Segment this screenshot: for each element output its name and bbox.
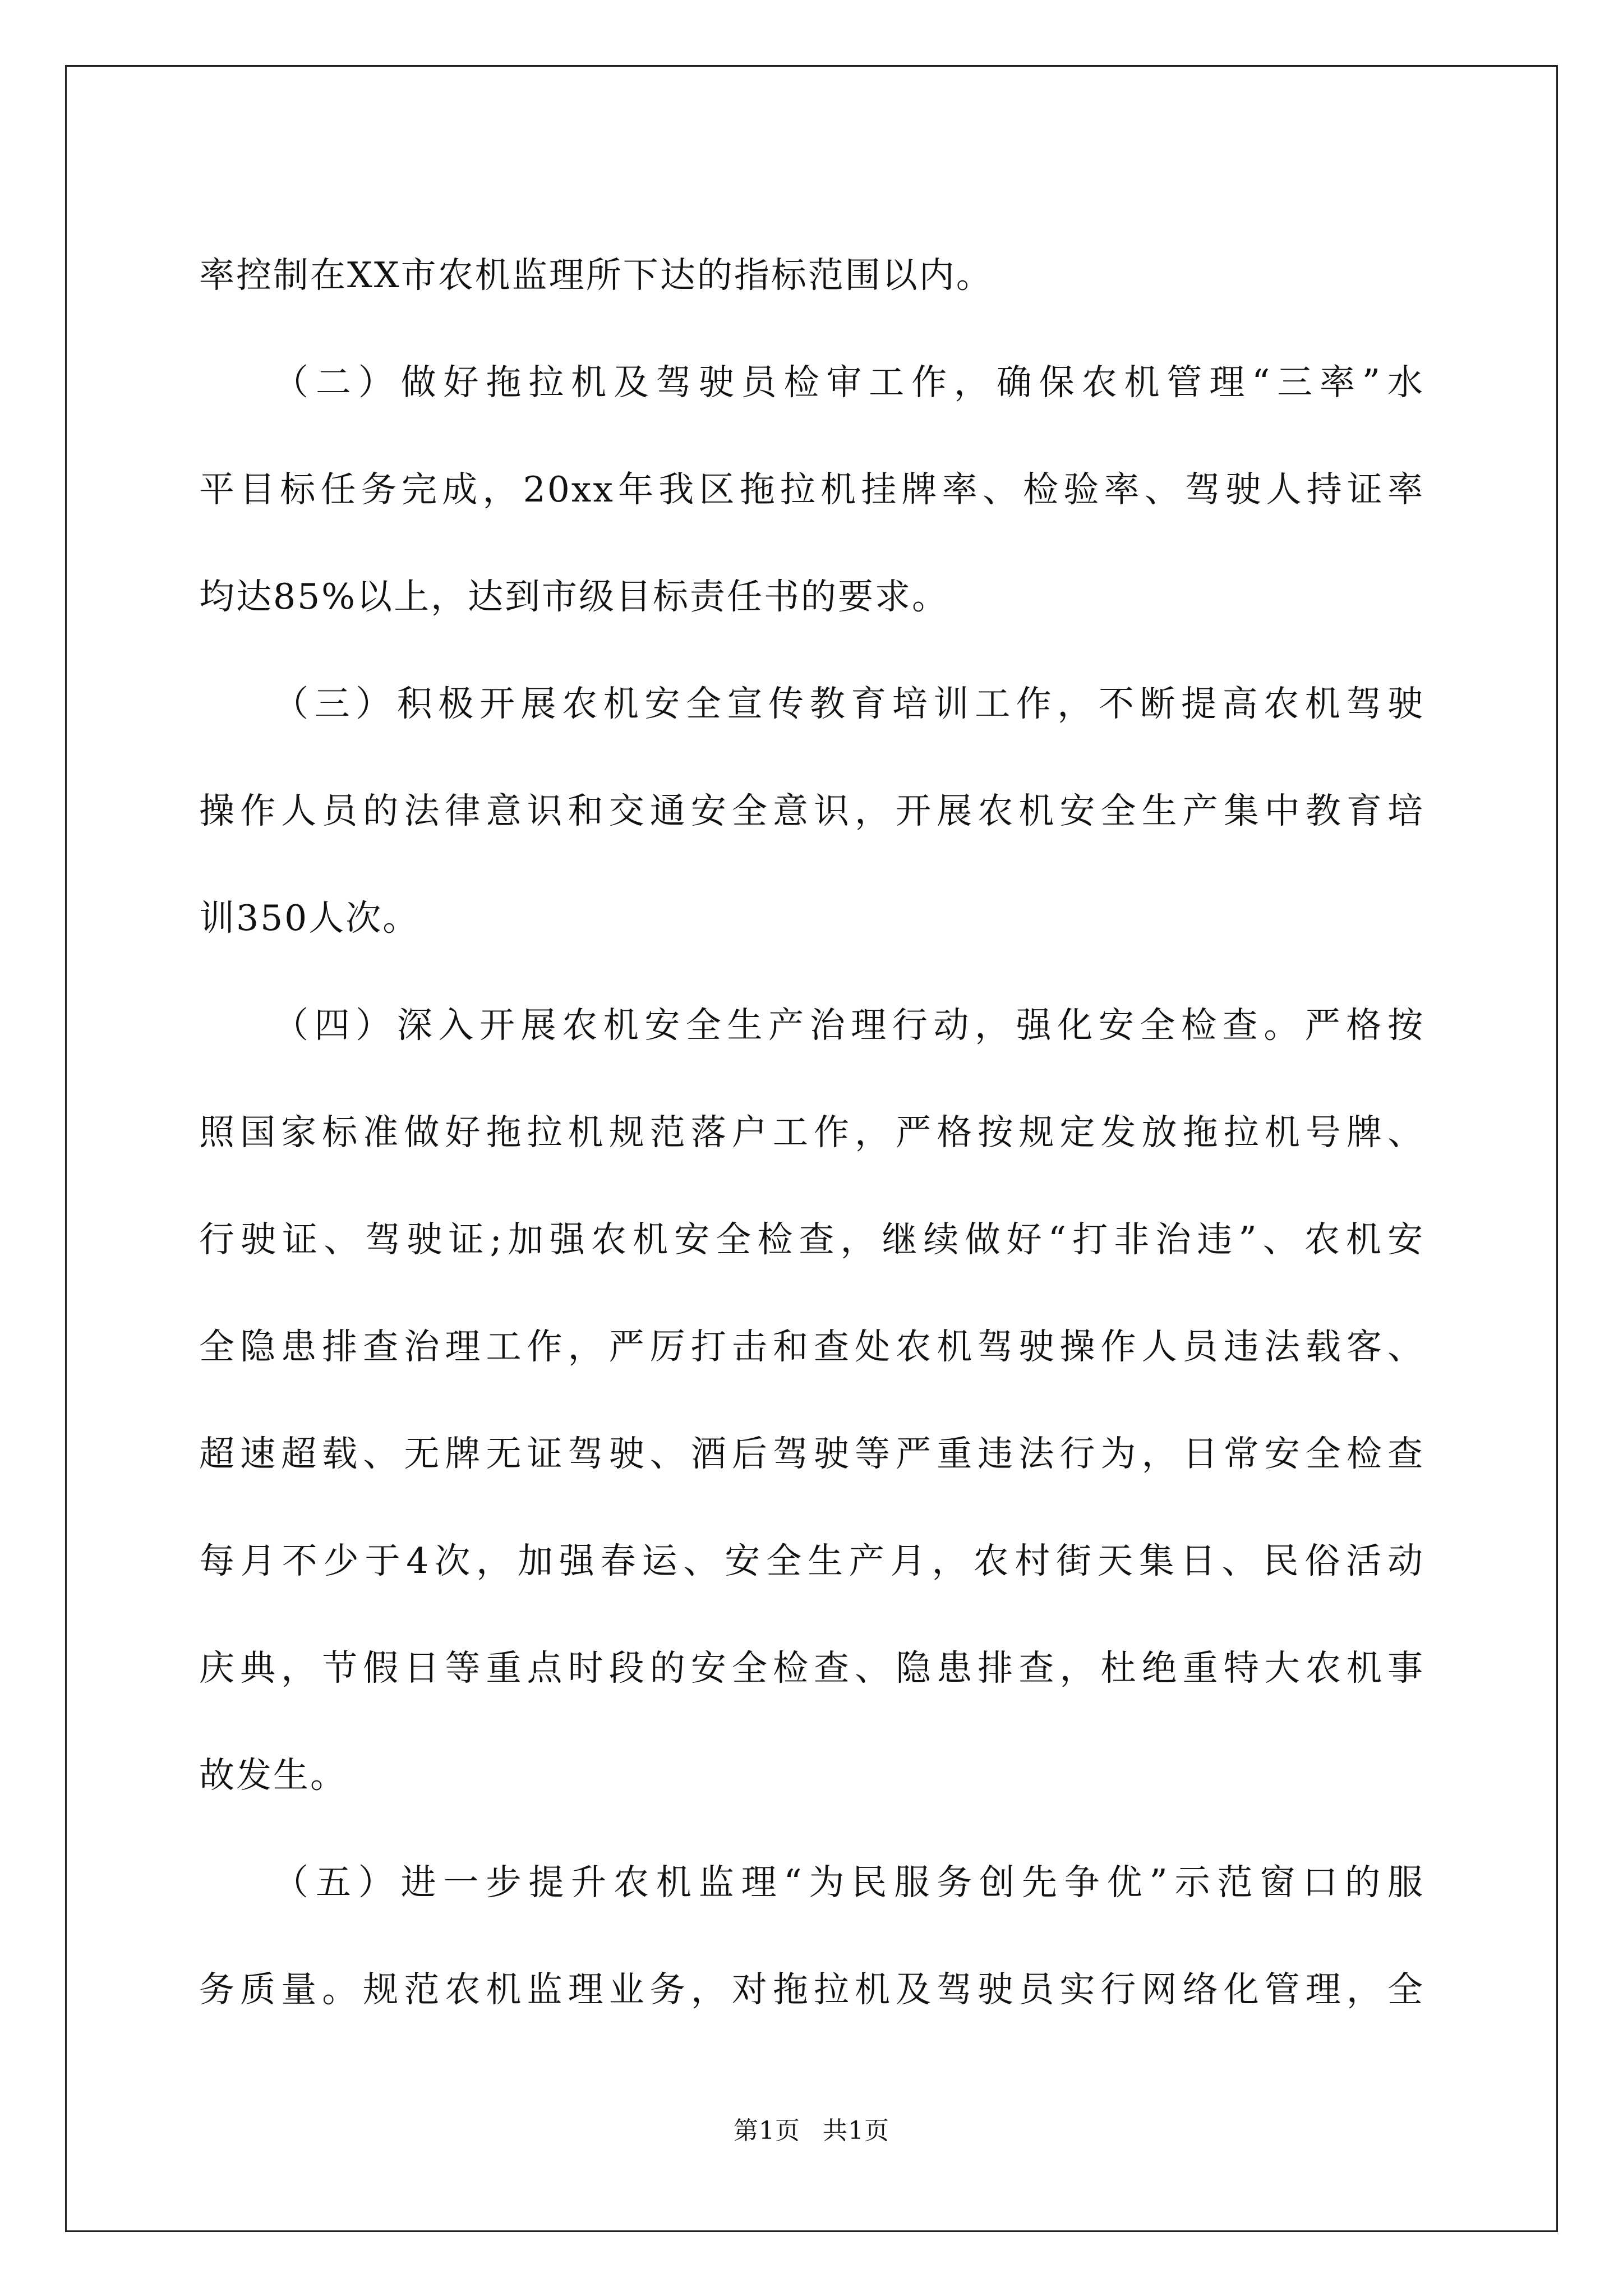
page-total: 共1页 bbox=[823, 2116, 889, 2145]
text-line-7: 训350人次。 bbox=[199, 898, 420, 938]
page-footer bbox=[0, 2110, 1623, 2146]
text-line-4: 均达85%以上，达到市级目标责任书的要求。 bbox=[199, 576, 949, 617]
text-line-2: （二）做好拖拉机及驾驶员检审工作，确保农机管理“三率”水 bbox=[273, 362, 1424, 403]
text-line-6: 操作人员的法律意识和交通安全意识，开展农机安全生产集中教育培 bbox=[199, 790, 1424, 831]
text-line-12: 超速超载、无牌无证驾驶、酒后驾驶等严重违法行为，日常安全检查 bbox=[199, 1433, 1424, 1474]
text-line-16: （五）进一步提升农机监理“为民服务创先争优”示范窗口的服 bbox=[273, 1862, 1424, 1903]
text-line-13: 每月不少于4次，加强春运、安全生产月，农村街天集日、民俗活动 bbox=[199, 1540, 1424, 1581]
text-line-10: 行驶证、驾驶证;加强农机安全检查，继续做好“打非治违”、农机安 bbox=[199, 1219, 1424, 1260]
text-line-3: 平目标任务完成，20xx年我区拖拉机挂牌率、检验率、驾驶人持证率 bbox=[199, 469, 1424, 510]
text-line-15: 故发生。 bbox=[199, 1755, 347, 1796]
text-line-1: 率控制在XX市农机监理所下达的指标范围以内。 bbox=[199, 255, 993, 296]
text-line-8: （四）深入开展农机安全生产治理行动，强化安全检查。严格按 bbox=[273, 1005, 1424, 1046]
text-line-14: 庆典，节假日等重点时段的安全检查、隐患排查，杜绝重特大农机事 bbox=[199, 1648, 1424, 1688]
document-body bbox=[199, 222, 1424, 2043]
text-line-17: 务质量。规范农机监理业务，对拖拉机及驾驶员实行网络化管理，全 bbox=[199, 1969, 1424, 2010]
text-line-9: 照国家标准做好拖拉机规范落户工作，严格按规定发放拖拉机号牌、 bbox=[199, 1112, 1424, 1153]
text-line-5: （三）积极开展农机安全宣传教育培训工作，不断提高农机驾驶 bbox=[273, 683, 1424, 724]
text-line-11: 全隐患排查治理工作，严厉打击和查处农机驾驶操作人员违法载客、 bbox=[199, 1326, 1424, 1367]
page-number: 第1页 bbox=[734, 2116, 800, 2145]
